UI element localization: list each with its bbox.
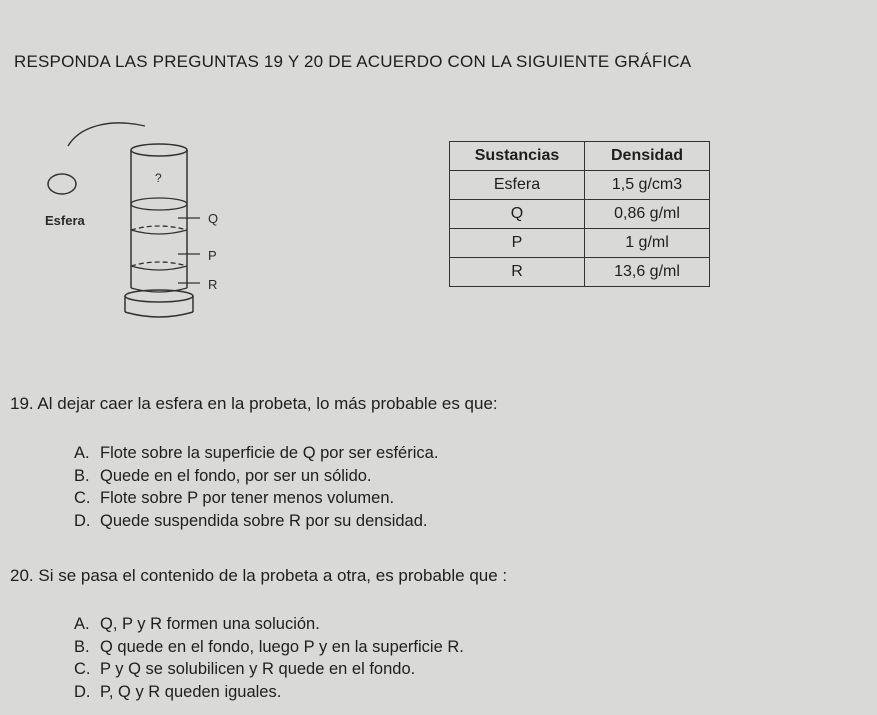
- table-header-sustancias: Sustancias: [450, 142, 585, 171]
- option-item: [74, 487, 438, 510]
- option-item: [74, 636, 464, 659]
- table-cell-densidad: 1 g/ml: [585, 229, 710, 258]
- table-row: [450, 258, 710, 287]
- table-cell-densidad: 13,6 g/ml: [585, 258, 710, 287]
- option-text: Q quede en el fondo, luego P y en la superficie R.: [100, 637, 464, 656]
- option-text: Flote sobre P por tener menos volumen.: [100, 489, 395, 507]
- table-row: [450, 229, 710, 258]
- layer-label-p: P: [208, 248, 217, 263]
- table-cell-sustancia: R: [450, 258, 585, 287]
- option-letter: A.: [74, 444, 90, 462]
- option-letter: A.: [74, 615, 90, 633]
- question-19-options: [74, 442, 438, 532]
- option-item: [74, 442, 438, 465]
- option-item: [74, 658, 464, 681]
- option-item: [74, 465, 438, 488]
- option-letter: B.: [74, 637, 90, 656]
- question-20-stem: 20. Si se pasa el contenido de la probeta a otra, es probable que :: [10, 566, 508, 585]
- option-text: Q, P y R formen una solución.: [100, 615, 320, 633]
- option-item: [74, 613, 464, 636]
- table-header-densidad: Densidad: [585, 142, 710, 171]
- option-letter: C.: [74, 489, 91, 507]
- option-text: P y Q se solubilicen y R quede en el fondo.: [100, 660, 416, 678]
- table-row: [450, 171, 710, 200]
- drop-path-arc: [68, 123, 145, 146]
- question-19-stem: 19. Al dejar caer la esfera en la probeta, lo más probable es que:: [10, 394, 498, 413]
- option-text: P, Q y R queden iguales.: [100, 682, 282, 701]
- table-header-row: [450, 142, 710, 171]
- table-cell-densidad: 1,5 g/cm3: [585, 171, 710, 200]
- option-item: [74, 510, 438, 533]
- option-text: Flote sobre la superficie de Q por ser esférica.: [100, 444, 439, 462]
- table-cell-sustancia: Q: [450, 200, 585, 229]
- option-text: Quede suspendida sobre R por su densidad.: [100, 511, 428, 530]
- option-letter: D.: [74, 511, 91, 530]
- option-text: Quede en el fondo, por ser un sólido.: [100, 466, 372, 485]
- sphere-icon: [48, 174, 76, 194]
- option-letter: C.: [74, 660, 91, 678]
- table-row: [450, 200, 710, 229]
- unknown-mark: ?: [155, 171, 162, 185]
- option-letter: B.: [74, 466, 90, 485]
- density-table: [449, 141, 710, 287]
- table-cell-sustancia: Esfera: [450, 171, 585, 200]
- option-letter: D.: [74, 682, 91, 701]
- option-item: [74, 681, 464, 704]
- layer-label-r: R: [208, 277, 218, 292]
- table-cell-sustancia: P: [450, 229, 585, 258]
- graduated-cylinder-figure: [0, 100, 240, 330]
- layer-label-q: Q: [208, 211, 219, 226]
- question-20-options: [74, 613, 464, 703]
- table-cell-densidad: 0,86 g/ml: [585, 200, 710, 229]
- instructions-header: RESPONDA LAS PREGUNTAS 19 Y 20 DE ACUERDO CON LA SIGUIENTE GRÁFICA: [14, 52, 692, 71]
- sphere-label: Esfera: [45, 213, 85, 228]
